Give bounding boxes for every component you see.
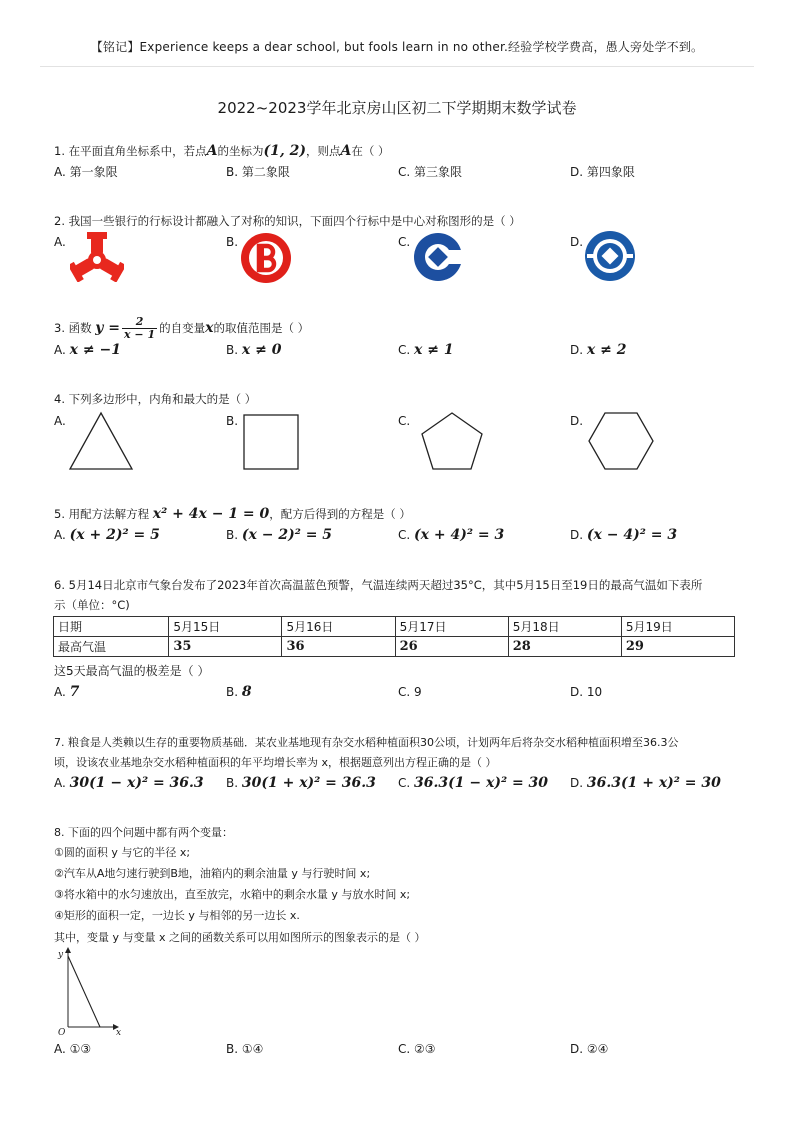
table-cell: 5月18日 — [508, 617, 621, 637]
question-5-stem: 5. 用配方法解方程 x² + 4x − 1 = 0，配方后得到的方程是（ ） — [54, 506, 411, 522]
temperature-table — [53, 616, 735, 657]
x-axis-label: x — [116, 1028, 122, 1038]
q1-option-a[interactable]: A. 第一象限 — [54, 165, 118, 179]
table-cell: 最高气温 — [54, 637, 169, 657]
bank-logo-a-icon — [70, 232, 124, 282]
y-axis-label: y — [58, 950, 64, 960]
table-cell: 5月19日 — [621, 617, 734, 637]
table-cell: 28 — [508, 637, 621, 657]
q5-option-b[interactable]: B. (x − 2)² = 5 — [226, 527, 333, 543]
page-title: 2022~2023学年北京房山区初二下学期期末数学试卷 — [217, 99, 577, 117]
q2-option-c[interactable]: C. — [398, 235, 411, 249]
q8-option-c[interactable]: C. ②③ — [398, 1042, 436, 1056]
q7-option-c[interactable]: C. 36.3(1 − x)² = 30 — [398, 775, 549, 791]
q5-option-a[interactable]: A. (x + 2)² = 5 — [54, 527, 160, 543]
q2-option-b[interactable]: B. — [226, 235, 239, 249]
triangle-icon — [68, 411, 134, 471]
table-cell: 29 — [621, 637, 734, 657]
header-divider — [40, 66, 754, 67]
bank-logo-c-icon — [413, 232, 463, 282]
fraction: $\frac{2}{x - 1}$ — [124, 315, 156, 341]
square-icon — [243, 414, 299, 470]
q2-option-d[interactable]: D. — [570, 235, 584, 249]
question-8-item-4: ④矩形的面积一定，一边长 y 与相邻的另一边长 x. — [54, 909, 300, 922]
q3-option-c[interactable]: C. x ≠ 1 — [398, 342, 454, 358]
q1-option-b[interactable]: B. 第二象限 — [226, 165, 290, 179]
q7-option-a[interactable]: A. 30(1 − x)² = 36.3 — [54, 775, 204, 791]
question-3-stem: 3. 函数 y = $\frac{2}{x - 1}$ 的自变量x的取值范围是（ ） — [54, 315, 310, 341]
q4-option-d[interactable]: D. — [570, 414, 584, 428]
question-4-stem: 4. 下列多边形中，内角和最大的是（ ） — [54, 392, 257, 406]
bank-logo-d-icon — [584, 230, 636, 282]
q8-option-d[interactable]: D. ②④ — [570, 1042, 609, 1056]
table-cell: 5月15日 — [169, 617, 282, 637]
hexagon-icon — [588, 412, 654, 470]
pentagon-icon — [420, 411, 484, 471]
q4-option-a[interactable]: A. — [54, 414, 66, 428]
q1-option-c[interactable]: C. 第三象限 — [398, 165, 463, 179]
q5-option-c[interactable]: C. (x + 4)² = 3 — [398, 527, 505, 543]
q4-option-c[interactable]: C. — [398, 414, 411, 428]
question-8-item-2: ②汽车从A地匀速行驶到B地，油箱内的剩余油量 y 与行驶时间 x; — [54, 867, 371, 880]
question-8-item-3: ③将水箱中的水匀速放出，直至放完，水箱中的剩余水量 y 与放水时间 x; — [54, 888, 411, 901]
q6-option-a[interactable]: A. 7 — [54, 684, 80, 700]
q6-option-d[interactable]: D. 10 — [570, 685, 603, 699]
question-7-stem-line1: 7. 粮食是人类赖以生存的重要物质基础．某农业基地现有杂交水稻种植面积30公顷，计划两年后将杂交水稻种植面积增至36.3公 — [54, 736, 679, 749]
question-6-stem-line2: 示（单位：°C) — [54, 598, 130, 612]
table-cell: 36 — [282, 637, 395, 657]
table-cell: 5月17日 — [395, 617, 508, 637]
question-8-stem: 8. 下面的四个问题中都有两个变量： — [54, 826, 233, 839]
function-graph-icon — [54, 946, 124, 1038]
q3-option-d[interactable]: D. x ≠ 2 — [570, 342, 627, 358]
table-cell: 5月16日 — [282, 617, 395, 637]
q1-option-d[interactable]: D. 第四象限 — [570, 165, 635, 179]
question-6-follow: 这5天最高气温的极差是（ ） — [54, 664, 210, 678]
origin-label: O — [58, 1028, 66, 1038]
q6-option-c[interactable]: C. 9 — [398, 685, 422, 699]
q8-option-a[interactable]: A. ①③ — [54, 1042, 92, 1056]
q4-option-b[interactable]: B. — [226, 414, 239, 428]
header-quote: 【铭记】Experience keeps a dear school, but fools learn in no other.经验学校学费高，愚人旁处学不到。 — [90, 40, 704, 54]
q7-option-d[interactable]: D. 36.3(1 + x)² = 30 — [570, 775, 721, 791]
q5-option-d[interactable]: D. (x − 4)² = 3 — [570, 527, 678, 543]
question-2-stem: 2. 我国一些银行的行标设计都融入了对称的知识，下面四个行标中是中心对称图形的是（ ） — [54, 214, 521, 228]
question-1-stem: 1. 在平面直角坐标系中，若点A的坐标为(1, 2)，则点A在（ ） — [54, 143, 390, 159]
table-cell: 35 — [169, 637, 282, 657]
table-header-row — [54, 617, 735, 637]
q2-option-a[interactable]: A. — [54, 235, 66, 249]
q3-option-b[interactable]: B. x ≠ 0 — [226, 342, 282, 358]
bank-logo-b-icon — [240, 232, 292, 284]
q7-option-b[interactable]: B. 30(1 + x)² = 36.3 — [226, 775, 376, 791]
q3-option-a[interactable]: A. x ≠ −1 — [54, 342, 121, 358]
question-7-stem-line2: 顷，设该农业基地杂交水稻种植面积的年平均增长率为 x，根据题意列出方程正确的是（ ） — [54, 756, 497, 769]
question-8-item-1: ①圆的面积 y 与它的半径 x; — [54, 846, 191, 859]
table-cell: 26 — [395, 637, 508, 657]
question-8-question: 其中，变量 y 与变量 x 之间的函数关系可以用如图所示的图象表示的是（ ） — [54, 931, 426, 944]
question-6-stem-line1: 6. 5月14日北京市气象台发布了2023年首次高温蓝色预警，气温连续两天超过35°C，其中5月15日至19日的最高气温如下表所 — [54, 578, 703, 592]
q8-option-b[interactable]: B. ①④ — [226, 1042, 264, 1056]
table-cell: 日期 — [54, 617, 169, 637]
table-row — [54, 637, 735, 657]
q6-option-b[interactable]: B. 8 — [226, 684, 252, 700]
